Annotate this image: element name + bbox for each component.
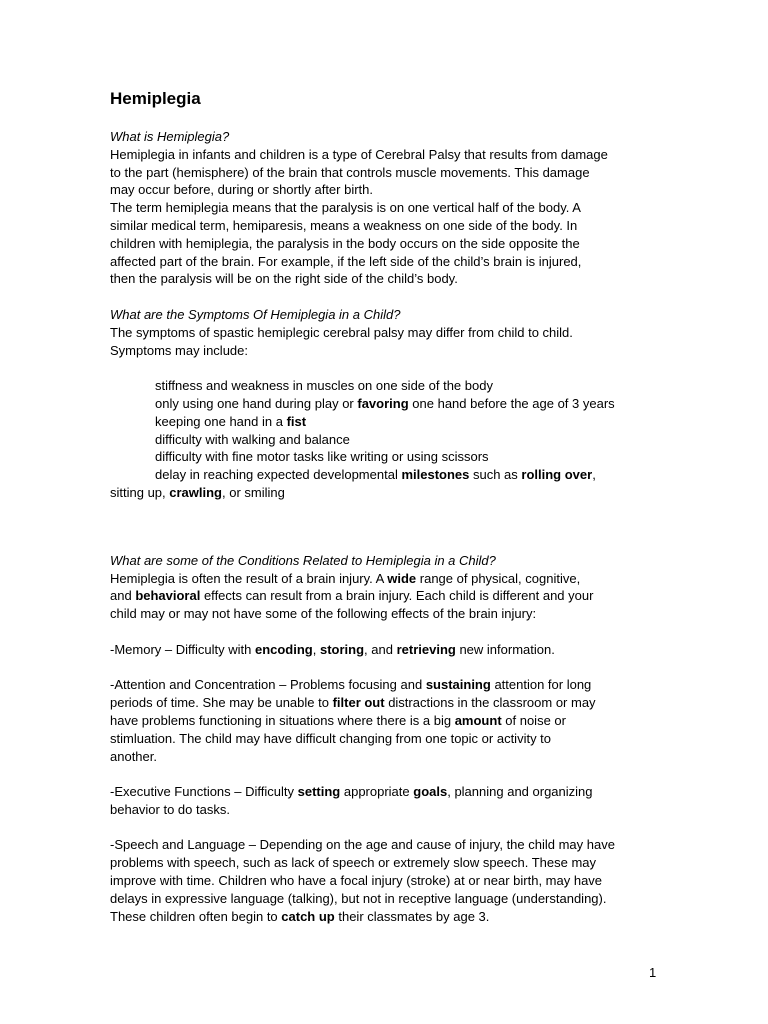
- document-page: [110, 88, 670, 925]
- text-run: -Attention and Concentration – Problems focusing and: [110, 677, 426, 693]
- text-line: delays in expressive language (talking), but not in receptive language (understanding).: [110, 890, 607, 906]
- text-run: range of physical, cognitive,: [416, 570, 581, 586]
- list-term: favoring: [357, 395, 409, 411]
- text-line: [110, 908, 670, 926]
- text-line: The symptoms of spastic hemiplegic cerebral palsy may differ from child to child.: [110, 324, 573, 340]
- bold-term: storing: [319, 641, 365, 657]
- text-line: [110, 587, 670, 605]
- section-question-conditions: What are some of the Conditions Related to Hemiplegia in a Child?: [110, 552, 496, 568]
- text-line: [110, 570, 670, 588]
- list-term: crawling: [169, 484, 223, 500]
- page-number: 1: [649, 965, 657, 980]
- text-line: to the part (hemisphere) of the brain that controls muscle movements. This damage: [110, 164, 590, 180]
- list-term: milestones: [401, 467, 470, 483]
- list-item: difficulty with fine motor tasks like writing or using scissors: [155, 449, 489, 465]
- list-text: , or smiling: [222, 484, 285, 500]
- list-text: such as: [469, 467, 522, 483]
- text-run: and: [110, 588, 136, 604]
- list-text: delay in reaching expected developmental: [155, 467, 402, 483]
- text-run: , and: [364, 641, 397, 657]
- text-run: appropriate: [340, 784, 414, 800]
- text-line: stimluation. The child may have difficult changing from one topic or activity to: [110, 730, 552, 746]
- text-run: have problems functioning in situations where there is a big: [110, 712, 455, 728]
- bold-term: goals: [413, 784, 448, 800]
- list-item: difficulty with walking and balance: [155, 431, 350, 447]
- text-run: attention for long: [490, 677, 592, 693]
- text-line: may occur before, during or shortly after birth.: [110, 182, 374, 198]
- list-item: [110, 395, 670, 413]
- list-text: only using one hand during play or: [155, 395, 358, 411]
- list-item: stiffness and weakness in muscles on one side of the body: [155, 378, 493, 394]
- text-run: -Memory – Difficulty with: [110, 641, 255, 657]
- symptom-list: [110, 377, 670, 502]
- bold-term: encoding: [254, 641, 313, 657]
- text-line: [110, 783, 670, 801]
- text-run: distractions in the classroom or may: [384, 695, 596, 711]
- section-question-symptoms: What are the Symptoms Of Hemiplegia in a Child?: [110, 306, 401, 322]
- section-question-what-is: What is Hemiplegia?: [110, 129, 230, 144]
- text-line: similar medical term, hemiparesis, means a weakness on one side of the body. In: [110, 217, 578, 233]
- text-run: effects can result from a brain injury. Each child is different and your: [200, 588, 594, 604]
- text-run: , planning and organizing: [447, 784, 593, 800]
- attention-paragraph: [110, 676, 670, 765]
- list-item-continuation: [110, 484, 670, 502]
- text-run: periods of time. She may be unable to: [110, 695, 333, 711]
- text-run: new information.: [455, 641, 555, 657]
- list-text: sitting up,: [110, 484, 170, 500]
- text-line: then the paralysis will be on the right side of the child’s body.: [110, 271, 458, 287]
- bold-term: amount: [454, 712, 502, 728]
- bold-term: catch up: [281, 908, 335, 924]
- text-line: children with hemiplegia, the paralysis in the body occurs on the side opposite the: [110, 235, 580, 251]
- page-title: Hemiplegia: [110, 89, 201, 108]
- text-line: problems with speech, such as lack of speech or extremely slow speech. These may: [110, 855, 597, 871]
- list-text: keeping one hand in a: [155, 413, 287, 429]
- text-run: of noise or: [501, 712, 566, 728]
- text-line: improve with time. Children who have a focal injury (stroke) at or near birth, may have: [110, 873, 603, 889]
- bold-term: filter out: [332, 695, 385, 711]
- text-line: Symptoms may include:: [110, 342, 248, 358]
- list-item: [110, 466, 670, 484]
- text-run: -Executive Functions – Difficulty: [110, 784, 298, 800]
- text-run: These children often begin to: [110, 908, 282, 924]
- bold-term: behavioral: [135, 588, 201, 604]
- memory-paragraph: [110, 641, 670, 659]
- bold-term: sustaining: [425, 677, 491, 693]
- bold-term: wide: [387, 570, 417, 586]
- list-term: fist: [286, 413, 307, 429]
- text-run: ,: [312, 641, 320, 657]
- text-line: child may or may not have some of the following effects of the brain injury:: [110, 606, 537, 622]
- list-item: [110, 413, 670, 431]
- list-term: rolling over: [521, 467, 593, 483]
- text-run: Hemiplegia is often the result of a brain injury. A: [110, 570, 388, 586]
- speech-paragraph: [110, 836, 670, 925]
- text-line: [110, 712, 670, 730]
- text-line: Hemiplegia in infants and children is a type of Cerebral Palsy that results from damage: [110, 146, 608, 162]
- text-line: behavior to do tasks.: [110, 801, 230, 817]
- text-line: another.: [110, 748, 157, 764]
- bold-term: retrieving: [396, 641, 456, 657]
- executive-paragraph: [110, 783, 670, 819]
- list-text: ,: [592, 467, 596, 483]
- bold-term: setting: [297, 784, 341, 800]
- text-line: affected part of the brain. For example, if the left side of the child’s brain is injured,: [110, 253, 582, 269]
- text-line: [110, 694, 670, 712]
- text-run: their classmates by age 3.: [334, 908, 490, 924]
- text-line: The term hemiplegia means that the paralysis is on one vertical half of the body. A: [110, 200, 581, 216]
- list-text: one hand before the age of 3 years: [408, 395, 615, 411]
- text-line: -Speech and Language – Depending on the age and cause of injury, the child may have: [110, 837, 615, 853]
- text-line: [110, 676, 670, 694]
